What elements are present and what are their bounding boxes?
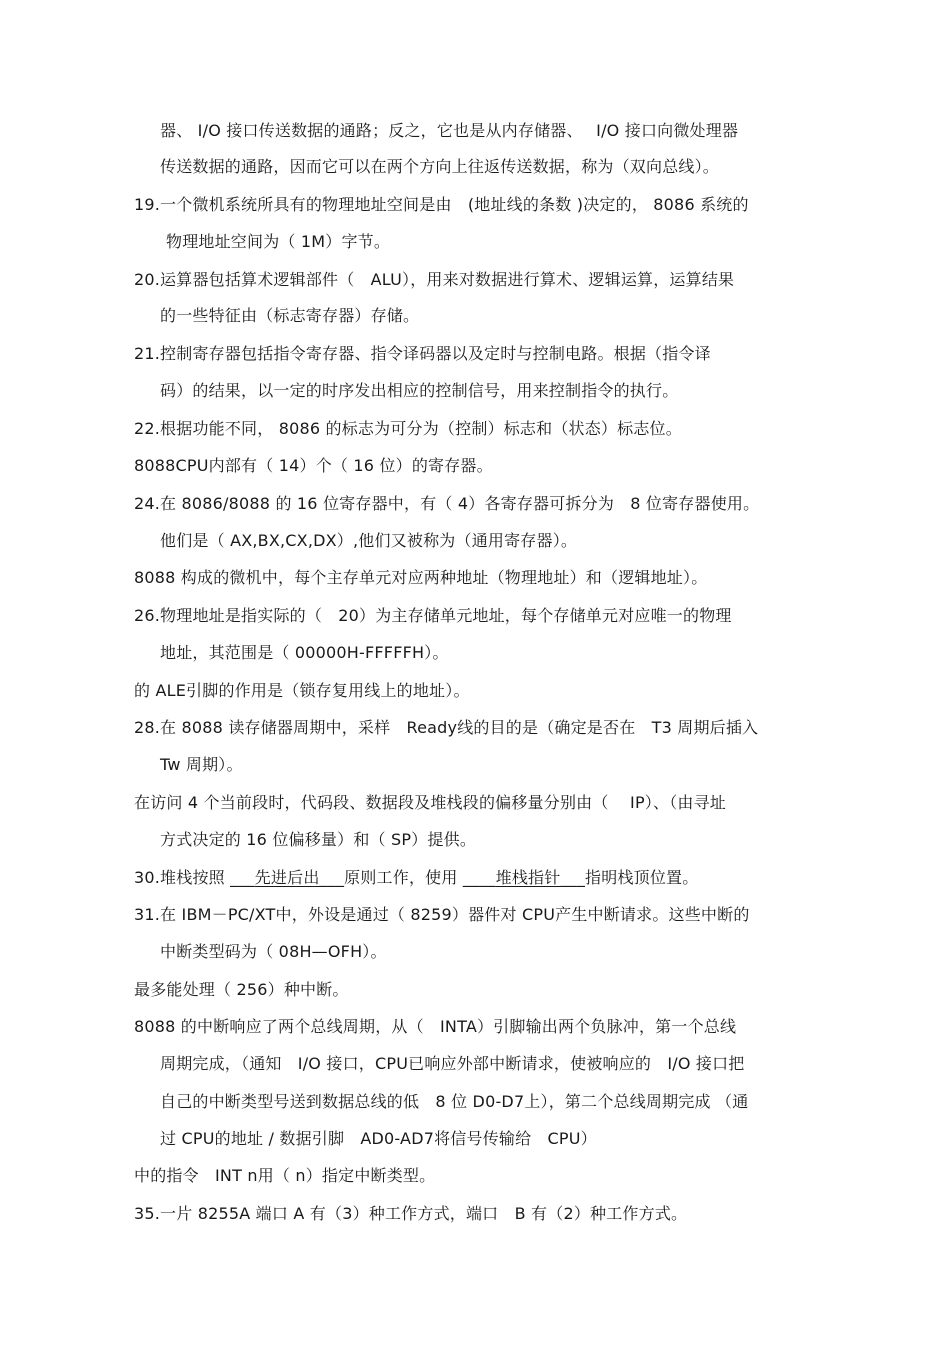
item-30 (134, 867, 698, 889)
text-line: 器、 I/O 接口传送数据的通路；反之，它也是从内存储器、 I/O 接口向微处理器 (160, 121, 739, 140)
text-line: 物理地址空间为（ 1M）字节。 (166, 232, 391, 251)
item-19: 19.一个微机系统所具有的物理地址空间是由 (地址线的条数 )决定的， 8086 系统的 (134, 195, 749, 214)
item-30-prefix: 30.堆栈按照 ___ (134, 868, 255, 887)
item-33: 8088 的中断响应了两个总线周期，从（ INTA）引脚输出两个负脉冲，第一个总线 (134, 1017, 737, 1036)
text-line: 中断类型码为（ 08H—OFH）。 (160, 942, 387, 961)
item-26: 26.物理地址是指实际的（ 20）为主存储单元地址，每个存储单元对应唯一的物理 (134, 606, 732, 625)
item-28: 28.在 8088 读存储器周期中，采样 Ready线的目的是（确定是否在 T3 周期后插入 (134, 718, 759, 737)
text-line: 传送数据的通路，因而它可以在两个方向上往返传送数据，称为（双向总线）。 (160, 157, 720, 176)
text-line: 过 CPU的地址 / 数据引脚 AD0-AD7将信号传输给 CPU） (160, 1129, 597, 1148)
text-line: 的一些特征由（标志寄存器）存储。 (160, 306, 420, 325)
answer-stack-pointer: 堆栈指针 (495, 868, 561, 887)
item-30-suffix: ___指明栈顶位置。 (560, 868, 699, 887)
text-line: 码）的结果，以一定的时序发出相应的控制信号，用来控制指令的执行。 (160, 381, 679, 400)
text-line: Tw 周期）。 (160, 755, 243, 774)
text-line: 地址，其范围是（ 00000H-FFFFFH）。 (160, 643, 449, 662)
item-29: 在访问 4 个当前段时，代码段、数据段及堆栈段的偏移量分别由（ IP）、（由寻址 (134, 793, 727, 812)
item-35: 35.一片 8255A 端口 A 有（3）种工作方式，端口 B 有（2）种工作方式。 (134, 1204, 688, 1223)
text-line: 方式决定的 16 位偏移量）和（ SP）提供。 (160, 830, 477, 849)
answer-first-in-last-out: 先进后出 (254, 868, 320, 887)
item-34: 中的指令 INT n用（ n）指定中断类型。 (134, 1166, 436, 1185)
item-27: 的 ALE引脚的作用是（锁存复用线上的地址）。 (134, 681, 470, 700)
item-31: 31.在 IBM－PC/XT中，外设是通过（ 8259）器件对 CPU产生中断请求。这些中断的 (134, 905, 750, 924)
text-line: 周期完成，（通知 I/O 接口，CPU已响应外部中断请求，使被响应的 I/O 接口把 (160, 1054, 745, 1073)
item-23: 8088CPU内部有（ 14）个（ 16 位）的寄存器。 (134, 456, 493, 475)
item-30-mid: ___原则工作，使用 ____ (319, 868, 496, 887)
item-25: 8088 构成的微机中，每个主存单元对应两种地址（物理地址）和（逻辑地址）。 (134, 568, 708, 587)
item-24: 24.在 8086/8088 的 16 位寄存器中，有（ 4）各寄存器可拆分为 8 位寄存器使用。 (134, 494, 760, 513)
text-line: 他们是（ AX,BX,CX,DX）,他们又被称为（通用寄存器）。 (160, 531, 578, 550)
item-21: 21.控制寄存器包括指令寄存器、指令译码器以及定时与控制电路。根据（指令译 (134, 344, 711, 363)
item-20: 20.运算器包括算术逻辑部件（ ALU），用来对数据进行算术、逻辑运算，运算结果 (134, 270, 735, 289)
text-line: 自己的中断类型号送到数据总线的低 8 位 D0-D7上），第二个总线周期完成 （通 (160, 1092, 749, 1111)
item-22: 22.根据功能不同， 8086 的标志为可分为（控制）标志和（状态）标志位。 (134, 419, 682, 438)
item-32: 最多能处理（ 256）种中断。 (134, 980, 349, 999)
